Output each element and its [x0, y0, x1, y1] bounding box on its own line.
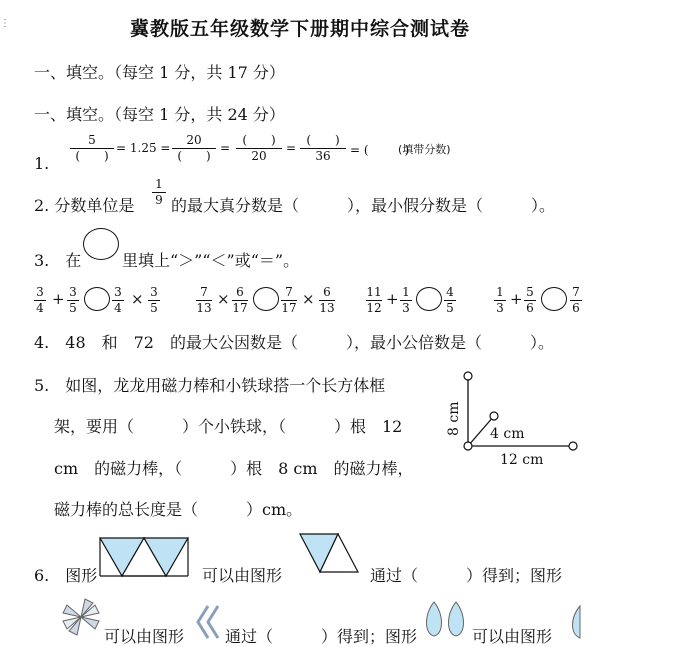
q1-fraction-2: 20 ( ) [172, 134, 216, 163]
q6-prefix: 6. 图形 [34, 566, 98, 585]
q3-item3-circle [416, 287, 442, 311]
q2-suffix: 的最大真分数是（ ），最小假分数是（ ）。 [171, 196, 556, 215]
q3-item1-frac-c: 3 4 [112, 286, 124, 315]
half-droplet-figure [566, 604, 586, 640]
q1-number: 1. [34, 154, 50, 173]
margin-mark: ⋮ [0, 18, 10, 29]
q3-item3-frac-c: 4 5 [444, 286, 456, 315]
q3-item2-frac-b: 6 17 [232, 285, 248, 315]
q3-item1-op2: × [131, 290, 144, 308]
section-heading-2: 一、填空。（每空 1 分，共 24 分） [34, 105, 285, 124]
q5-line3: cm 的磁力棒，（ ）根 8 cm 的磁力棒， [54, 459, 414, 478]
triangle-pair-figure [298, 532, 362, 578]
page-title: 冀教版五年级数学下册期中综合测试卷 [130, 18, 471, 40]
q3-item2-frac-c: 7 17 [281, 285, 297, 315]
q3-item1-frac-d: 3 5 [148, 286, 160, 315]
q3-item4-op1: + [510, 290, 523, 308]
comparison-circle [83, 228, 119, 260]
chevron-figure [196, 604, 222, 640]
q6-mid1: 可以由图形 [202, 566, 283, 585]
triangle-strip-figure [98, 536, 190, 578]
q3-item4-frac-b: 5 6 [524, 286, 536, 315]
q3-item1-frac-a: 3 4 [34, 286, 46, 315]
q6-row2-b: 通过（ ）得到；图形 [225, 627, 418, 646]
q1-fraction-3: ( ) 20 [236, 134, 282, 163]
q6-row2-c: 可以由图形 [472, 627, 553, 646]
q3-item3-frac-b: 1 3 [400, 286, 412, 315]
q1-fraction-1: 5 ( ) [70, 134, 114, 163]
q5-line1: 5. 如图，龙龙用磁力棒和小铁球搭一个长方体框 [34, 376, 386, 395]
width-label: 12 cm [500, 452, 544, 468]
q6-row2-a: 可以由图形 [104, 627, 185, 646]
q1-equals-1: = 1.25 = [116, 141, 171, 155]
q3-item3-frac-a: 11 12 [366, 285, 382, 315]
q5-line2: 架，要用（ ）个小铁球，（ ）根 12 [54, 417, 403, 436]
q3-item2-op2: × [302, 290, 315, 308]
q2-fraction: 1 9 [152, 178, 166, 207]
q3-suffix: 里填上“＞”“＜”或“＝”。 [122, 251, 300, 270]
q3-item4-circle [541, 287, 567, 311]
q3-prefix: 3. 在 [34, 251, 82, 270]
q6-mid2: 通过（ ）得到；图形 [370, 566, 563, 585]
q2-prefix: 2. 分数单位是 [34, 196, 135, 215]
q4-text: 4. 48 和 72 的最大公因数是（ ），最小公倍数是（ ）。 [34, 333, 554, 352]
q3-item4-frac-a: 1 3 [494, 286, 506, 315]
q3-item1-circle [84, 287, 110, 311]
q3-item2-frac-d: 6 13 [319, 285, 335, 315]
q1-note: (填带分数) [398, 143, 451, 156]
q5-line4: 磁力棒的总长度是（ ）cm。 [54, 500, 303, 519]
q3-item1-frac-b: 3 5 [67, 286, 79, 315]
q1-answer-blank: = ( ) [350, 143, 410, 157]
q3-item3-op1: + [386, 290, 399, 308]
q3-item4-frac-c: 7 6 [570, 286, 582, 315]
q3-item1-op1: + [52, 290, 65, 308]
section-heading-1: 一、填空。（每空 1 分，共 17 分） [34, 63, 285, 82]
q1-equals-3: = [286, 141, 297, 155]
droplets-figure [422, 600, 472, 640]
depth-label: 4 cm [490, 426, 525, 442]
q3-item2-frac-a: 7 13 [196, 285, 212, 315]
q3-item2-circle [253, 287, 279, 311]
height-label: 8 cm [446, 401, 462, 436]
q3-item2-op1: × [217, 290, 230, 308]
pinwheel-figure [60, 596, 102, 638]
q1-equals-2: = [220, 141, 231, 155]
q1-fraction-4: ( ) 36 [300, 134, 346, 163]
